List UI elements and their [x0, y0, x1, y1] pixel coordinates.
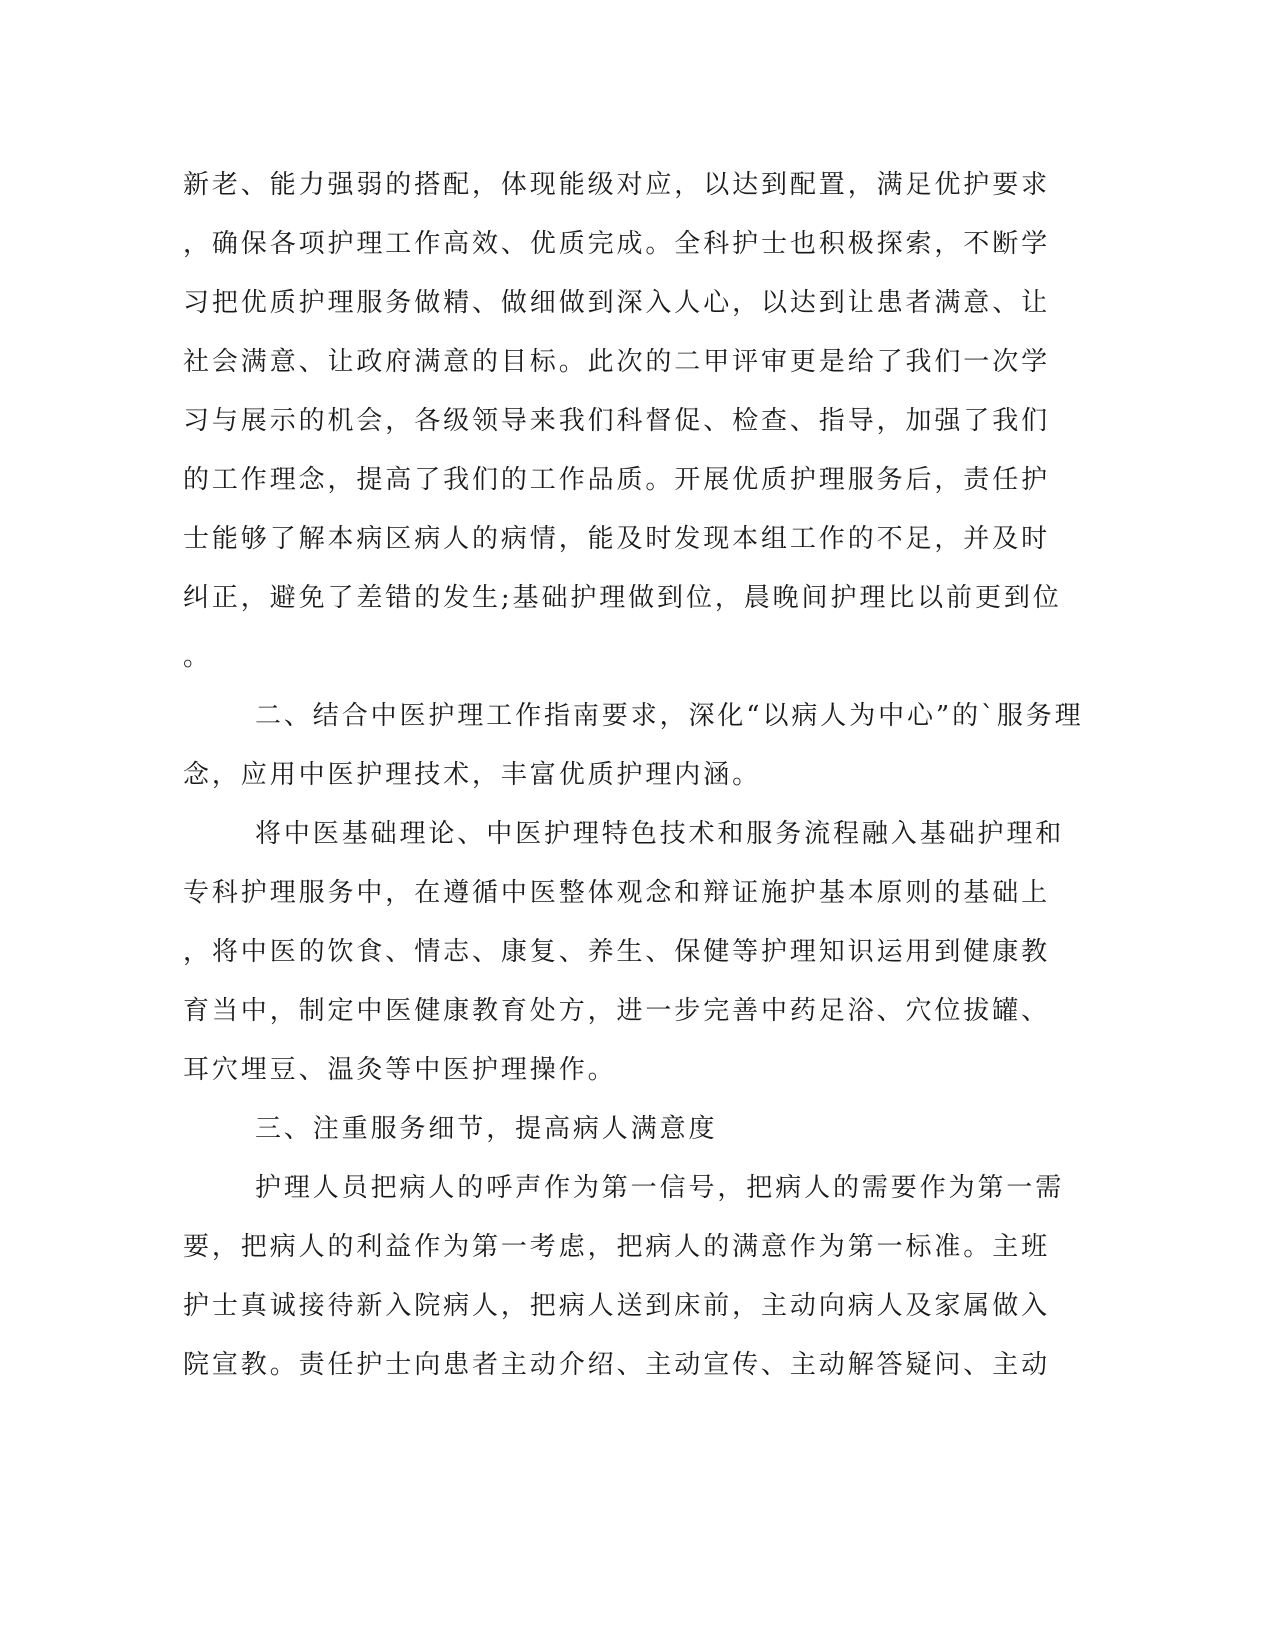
section-heading: 三、注重服务细节，提高病人满意度 [255, 1114, 718, 1144]
text-line: 习把优质护理服务做精、做细做到深入人心，以达到让患者满意、让 [183, 288, 1051, 318]
text-line: 新老、能力强弱的搭配，体现能级对应，以达到配置，满足优护要求 [183, 170, 1051, 200]
section-heading: 二、结合中医护理工作指南要求，深化“以病人为中心”的`服务理 [255, 701, 1084, 731]
text-line: 纠正，避免了差错的发生;基础护理做到位，晨晚间护理比以前更到位 [183, 583, 1062, 613]
paragraph-start: 护理人员把病人的呼声作为第一信号，把病人的需要作为第一需 [255, 1173, 1065, 1203]
text-line: 念，应用中医护理技术，丰富优质护理内涵。 [183, 760, 762, 790]
text-line: ，将中医的饮食、情志、康复、养生、保健等护理知识运用到健康教 [183, 937, 1051, 967]
text-line: 士能够了解本病区病人的病情，能及时发现本组工作的不足，并及时 [183, 524, 1051, 554]
text-line: 要，把病人的利益作为第一考虑，把病人的满意作为第一标准。主班 [183, 1232, 1051, 1262]
text-line: 的工作理念，提高了我们的工作品质。开展优质护理服务后，责任护 [183, 465, 1051, 495]
text-line: 专科护理服务中，在遵循中医整体观念和辩证施护基本原则的基础上 [183, 878, 1051, 908]
text-line: 。 [183, 642, 212, 672]
text-line: 习与展示的机会，各级领导来我们科督促、检查、指导，加强了我们 [183, 406, 1051, 436]
text-line: 护士真诚接待新入院病人，把病人送到床前，主动向病人及家属做入 [183, 1291, 1051, 1321]
text-line: ，确保各项护理工作高效、优质完成。全科护士也积极探索，不断学 [183, 229, 1051, 259]
text-line: 院宣教。责任护士向患者主动介绍、主动宣传、主动解答疑问、主动 [183, 1350, 1051, 1380]
body-text [183, 156, 1084, 1395]
text-line: 耳穴埋豆、温灸等中医护理操作。 [183, 1055, 617, 1085]
text-line: 社会满意、让政府满意的目标。此次的二甲评审更是给了我们一次学 [183, 347, 1051, 377]
paragraph-start: 将中医基础理论、中医护理特色技术和服务流程融入基础护理和 [255, 819, 1065, 849]
text-line: 育当中，制定中医健康教育处方，进一步完善中药足浴、穴位拔罐、 [183, 996, 1051, 1026]
